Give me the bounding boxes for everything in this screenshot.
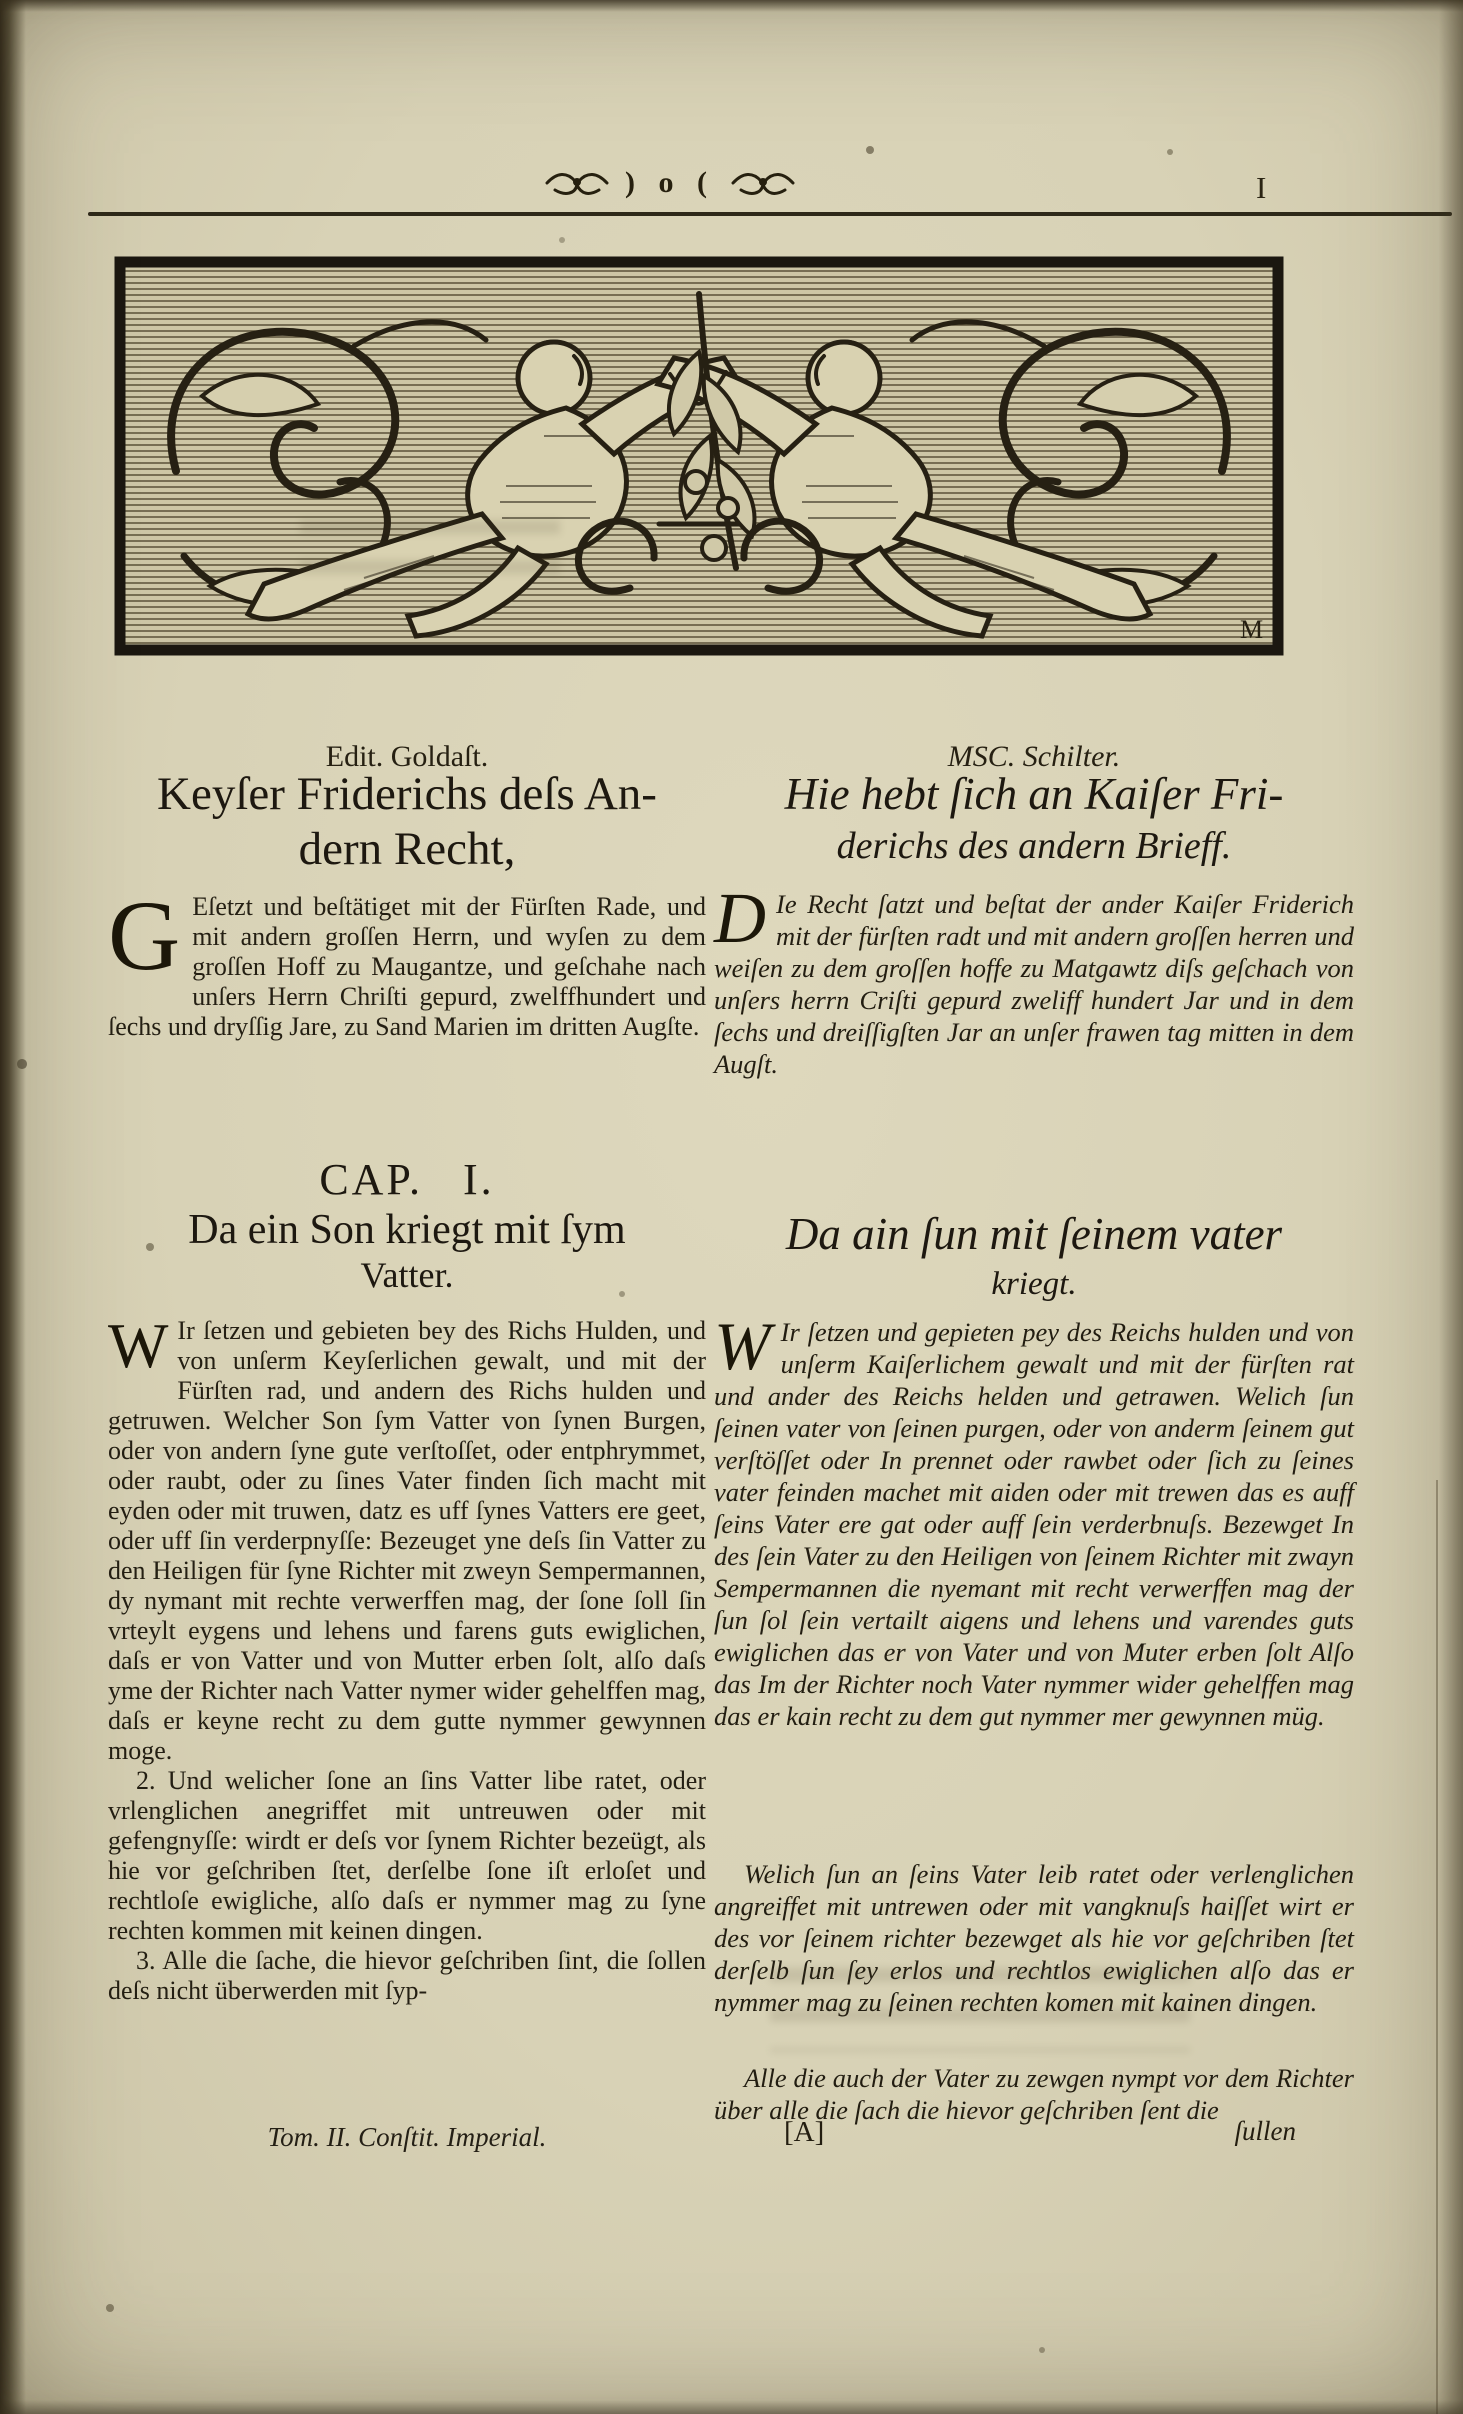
- page-edge-crease: [1436, 1480, 1438, 2414]
- right-chapter-title-line2: kriegt.: [991, 1266, 1077, 1302]
- right-body-paragraph-3: Alle die auch der Vater zu zewgen nympt vor dem Richter über alle die ſach die hievor geſchriben ſent die: [714, 2063, 1354, 2125]
- catchword: ſullen: [1234, 2116, 1296, 2146]
- left-chapter-title-line1: Da ein Son kriegt mit ſym: [188, 1207, 626, 1253]
- left-body-paragraph-3: 3. Alle die ſache, die hievor geſchriben ſint, die ſollen deſs nicht überwerden mit ſyp-: [108, 1946, 706, 2005]
- right-column-title-line2: derichs des andern Brieff.: [836, 825, 1232, 867]
- left-column-title-line1: Keyſer Friderichs deſs An-: [157, 768, 657, 820]
- dropcap-W: W: [108, 1310, 169, 1381]
- left-intro-paragraph: [108, 880, 706, 1042]
- header-rule: [88, 212, 1452, 216]
- right-column-kicker: MSC. Schilter.: [947, 740, 1121, 773]
- left-column-footer-signature: Tom. II. Conſtit. Imperial.: [267, 2122, 547, 2152]
- right-intro-text: Ie Recht ſatzt und beſtat der ander Kaiſer Friderich mit der fürſten radt und mit andern groſſen herren und weiſen zu dem groſſen hoffe zu Matgawtz diſs geſchach von unſers herrn Criſti gepurd zweliff hundert Jar und in dem ſechs und dreiſſigſten Jar an unſer frawen tag mitten in dem Augſt.: [714, 889, 1354, 1079]
- right-chapter-title-line1: Da ain ſun mit ſeinem vater: [785, 1209, 1283, 1259]
- right-edge-shadow: [1439, 0, 1463, 2414]
- header-ornament-row: [90, 166, 1250, 200]
- page-number: I: [1256, 170, 1269, 205]
- right-body-paragraph-2: Welich ſun an ſeins Vater leib ratet oder verlenglichen angreiffet mit untrewen oder mit vangknuſs haiſſet wirt er des vor ſeinem richter bezewget als hie vor geſchriben ſtet derſelb ſun ſey erlos und rechtlos ewiglichen alſo das er nymmer mag zu ſeinen rechten komen mit kainen dingen.: [714, 1859, 1354, 2017]
- left-column-title-line2: dern Recht,: [298, 823, 516, 875]
- left-body: [108, 1310, 706, 2006]
- binding-edge-shadow: [0, 0, 26, 2414]
- fleuron-right-icon: [731, 168, 795, 198]
- left-body-paragraph-2: 2. Und welicher ſone an ſins Vatter libe ratet, oder vrlenglichen anegriffet mit untreuwen oder mit gefengnyſſe: wirdt er deſs vor ſynem Richter bezeügt, als hie vor geſchriben ſtet, derſelbe ſone iſt erloſet und rechtloſe ewigliche, alſo daſs er nymmer mag zu ſyne rechten kommen mit keinen dingen.: [108, 1766, 706, 1945]
- signature-row: [714, 2116, 1354, 2149]
- woodcut-headpiece-putti: [114, 256, 1284, 656]
- right-column-title-line1: Hie hebt ſich an Kaiſer Fri-: [784, 769, 1284, 819]
- left-body1-text: Ir ſetzen und gebieten bey des Richs Hulden, und von unſerm Keyſerlichen gewalt, und mit der Fürſten rad, und andern des Richs hulden und getruwen. Welcher Son ſym Vatter von ſynen Burgen, oder von andern ſyne gute verſtoſſet, oder entphrymmet, oder raubt, oder zu ſines Vater finden ſich macht mit eyden oder mit truwen, datz es uff ſynes Vatters ere geet, oder uff ſin verderpnyſſe: Bezeuget yne deſs ſin Vatter zu den Heiligen für ſyne Richter mit zweyn Sempermannen, dy nymant mit rechte verwerffen mag, der ſone ſoll ſin vrteylt eygens und lehens und farens guts ewiglichen, daſs er von Vatter und von Mutter erben ſolt, alſo daſs yme der Richter nach Vatter nymer wider gehelffen mag, daſs er keyne recht zu dem gutte nymmer gewynnen moge.: [108, 1316, 706, 1765]
- dropcap-D: D: [714, 878, 766, 958]
- dropcap-W-italic: W: [714, 1308, 771, 1384]
- ornament-mark: ) o (: [625, 166, 715, 199]
- fleuron-left-icon: [545, 168, 609, 198]
- left-body-paragraph-1: [108, 1310, 706, 1766]
- signature-mark: [A]: [784, 2116, 825, 2148]
- top-edge-shadow: [0, 0, 1463, 12]
- right-body-paragraph-1: [714, 1308, 1354, 1732]
- left-intro-text: Eſetzt und beſtätiget mit der Fürſten Rade, und mit andern groſſen Herrn, und wyſen zu dem groſſen Hoff zu Maugantze, und geſchahe nach unſers Herrn Chriſti gepurd, zwelffhundert und ſechs und dryſſig Jare, zu Sand Marien im dritten Augſte.: [108, 892, 706, 1041]
- left-column-kicker: Edit. Goldaſt.: [325, 740, 489, 773]
- right-body1-text: Ir ſetzen und gepieten pey des Reichs hulden und von unſerm Kaiſerlichem gewalt und mit der fürſten rat und ander des Reichs helden und getrawen. Welich ſun ſeinen vater von ſeinen purgen, oder von anderm ſeinem gut verſtöſſet oder In prennet oder rawbet oder ſich zu ſeines vater feinden machet mit aiden oder mit trewen das es auff ſeins Vater ere gat oder auff ſein verderbnuſs. Bezewget In des ſein Vater zu den Heiligen von ſeinem Richter mit zwayn Sempermannen die nyemant mit recht verwerffen mag der ſun ſol ſein vertailt aigens und lehens und varendes guts ewiglichen das er von Vater und von Muter erben ſolt Alſo das Im der Richter noch Vater nymmer wider gehelffen mag das er kain recht zu dem gut nymmer mer gewynnen müg.: [714, 1317, 1354, 1731]
- bottom-edge-shadow: [0, 2400, 1463, 2414]
- right-intro-paragraph: [714, 878, 1354, 1080]
- left-chapter-title-line2: Vatter.: [360, 1255, 454, 1295]
- dropcap-G: G: [108, 880, 181, 991]
- chapter-number-heading: CAP. I.: [319, 1155, 495, 1204]
- woodcut-monogram: M: [1240, 615, 1264, 644]
